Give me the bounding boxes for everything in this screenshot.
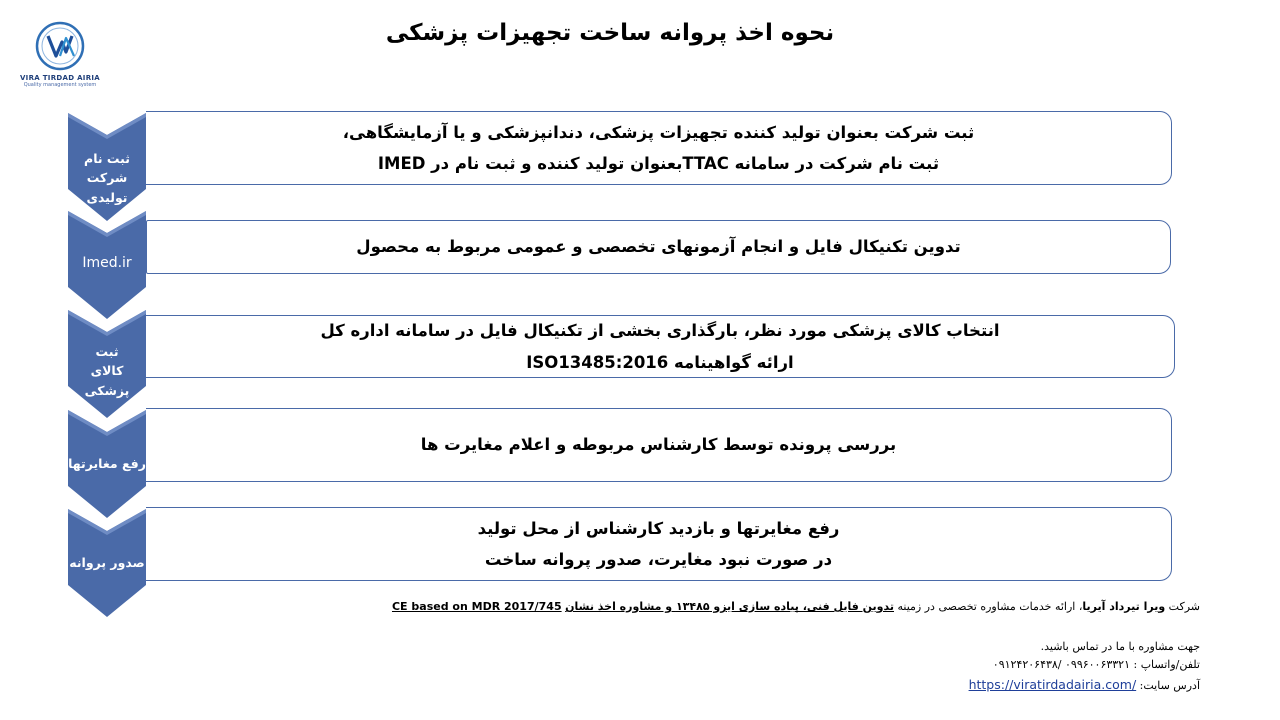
step-1-line-2: ثبت نام شرکت در سامانه TTACبعنوان تولید کننده و ثبت نام در IMED	[377, 154, 940, 173]
footer-company-name: ویرا تیرداد آیریا	[1082, 600, 1166, 613]
footer-phone: تلفن/واتساپ : ۰۹۹۶۰۰۶۳۳۲۱ /۰۹۱۲۴۲۰۶۴۳۸	[992, 658, 1200, 671]
logo-brand-text: VIRA TIRDAD AIRIA	[19, 74, 101, 82]
step-3-box	[146, 315, 1175, 378]
footer-services-bold: تدوین فایل فنی، پیاده سازی ایزو ۱۳۴۸۵ و مشاوره اخذ نشان	[565, 600, 894, 613]
step-2-label: Imed.ir	[82, 255, 132, 271]
step-4-label: رفع مغایرتها	[68, 456, 146, 471]
step-1-label: ثبت نام شرکت تولیدی	[84, 151, 130, 205]
step-3-line-1: انتخاب کالای پزشکی مورد نظر، بارگذاری بخشی از تکنیکال فایل در سامانه اداره کل	[320, 321, 1000, 341]
company-logo	[14, 20, 106, 96]
footer-company-prefix: شرکت	[1168, 600, 1200, 613]
step-1-box	[146, 111, 1172, 185]
step-2-box	[146, 220, 1171, 274]
step-5-chevron	[68, 509, 146, 617]
step-3-label: ثبت کالای پزشکی	[84, 344, 130, 398]
website-link[interactable]: https://viratirdadairia.com/	[968, 677, 1137, 692]
footer-contact-heading: جهت مشاوره با ما در تماس باشید.	[1040, 640, 1200, 653]
step-5-line-1: رفع مغایرتها و بازدید کارشناس از محل تولید	[477, 518, 840, 538]
step-5-label: صدور پروانه	[69, 555, 145, 570]
step-4-line-1: بررسی پرونده توسط کارشناس مربوطه و اعلام مغایرت ها	[420, 435, 897, 455]
step-4-box	[146, 408, 1172, 482]
step-2-chevron	[68, 211, 146, 319]
step-4-chevron	[68, 410, 146, 518]
logo-tagline: Quality management system	[23, 82, 97, 88]
step-3-line-2: ارائه گواهینامه ISO13485:2016	[526, 352, 794, 372]
step-1-line-1: ثبت شرکت بعنوان تولید کننده تجهیزات پزشکی، دندانپزشکی و یا آزمایشگاهی،	[342, 122, 975, 142]
step-5-line-2: در صورت نبود مغایرت، صدور پروانه ساخت	[484, 550, 833, 569]
footer-company-line	[392, 600, 1200, 613]
footer-ce-text: CE based on MDR 2017/745	[391, 600, 562, 613]
step-2-line-1: تدوین تکنیکال فایل و انجام آزمونهای تخصصی و عمومی مربوط به محصول	[356, 237, 961, 257]
footer-website-line	[969, 677, 1200, 692]
step-1-chevron	[68, 113, 146, 221]
footer-services-text: ، ارائه خدمات مشاوره تخصصی در زمینه	[897, 600, 1083, 613]
step-3-chevron	[68, 310, 146, 418]
logo-emblem-icon	[34, 20, 86, 72]
step-5-box	[146, 507, 1172, 581]
page-title: نحوه اخذ پروانه ساخت تجهیزات پزشکی	[385, 20, 835, 46]
footer-website-label: آدرس سایت:	[1139, 679, 1200, 692]
